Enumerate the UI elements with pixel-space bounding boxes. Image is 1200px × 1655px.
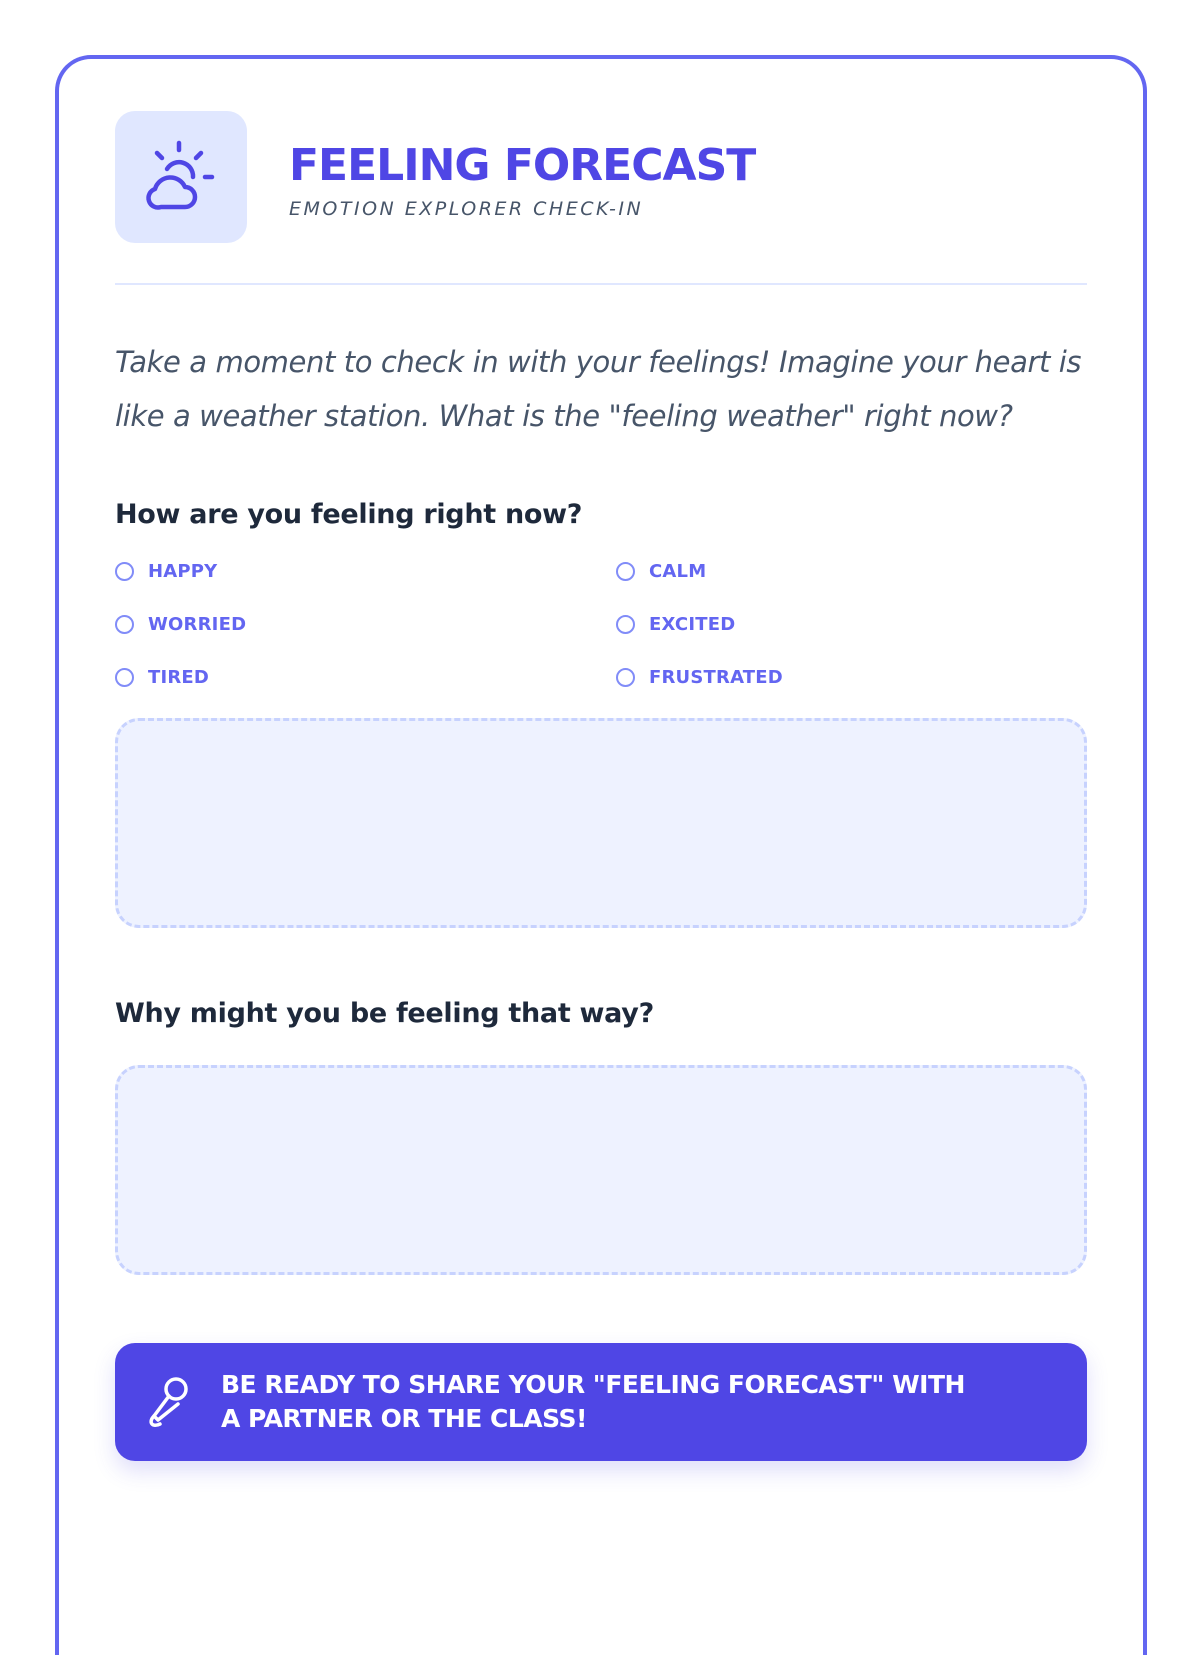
icon-tile (115, 111, 247, 243)
feeling-answer-box[interactable] (115, 718, 1087, 928)
option-excited[interactable] (616, 611, 1087, 637)
radio-button[interactable] (115, 562, 134, 581)
feeling-options (115, 558, 1087, 690)
question-why-label: Why might you be feeling that way? (115, 998, 654, 1029)
option-happy[interactable] (115, 558, 616, 584)
divider (115, 283, 1087, 285)
title-block (289, 134, 755, 220)
radio-button[interactable] (115, 668, 134, 687)
option-worried[interactable] (115, 611, 616, 637)
radio-button[interactable] (616, 668, 635, 687)
option-frustrated[interactable] (616, 664, 1087, 690)
sun-cloud-icon (141, 137, 221, 217)
option-label: HAPPY (148, 560, 218, 582)
radio-button[interactable] (616, 615, 635, 634)
banner-text: BE READY TO SHARE YOUR "FEELING FORECAST" WITH A PARTNER OR THE CLASS! (221, 1370, 965, 1433)
microphone-icon (146, 1374, 192, 1430)
page-title: FEELING FORECAST (289, 140, 756, 191)
radio-button[interactable] (616, 562, 635, 581)
option-tired[interactable] (115, 664, 616, 690)
intro-text: Take a moment to check in with your feelings! Imagine your heart is like a weather station. What is the "feeling weather" right now? (115, 345, 1082, 433)
option-label: TIRED (148, 666, 210, 688)
option-label: EXCITED (649, 613, 736, 635)
option-label: FRUSTRATED (649, 666, 783, 688)
question-feeling-label: How are you feeling right now? (115, 499, 583, 530)
option-label: CALM (649, 560, 707, 582)
page-subtitle: EMOTION EXPLORER CHECK-IN (289, 198, 644, 220)
share-banner (115, 1343, 1087, 1461)
worksheet-card (55, 55, 1147, 1655)
why-answer-box[interactable] (115, 1065, 1087, 1275)
option-label: WORRIED (148, 613, 247, 635)
radio-button[interactable] (115, 615, 134, 634)
header (115, 111, 1087, 243)
banner-icon-wrap (145, 1374, 193, 1430)
option-calm[interactable] (616, 558, 1087, 584)
